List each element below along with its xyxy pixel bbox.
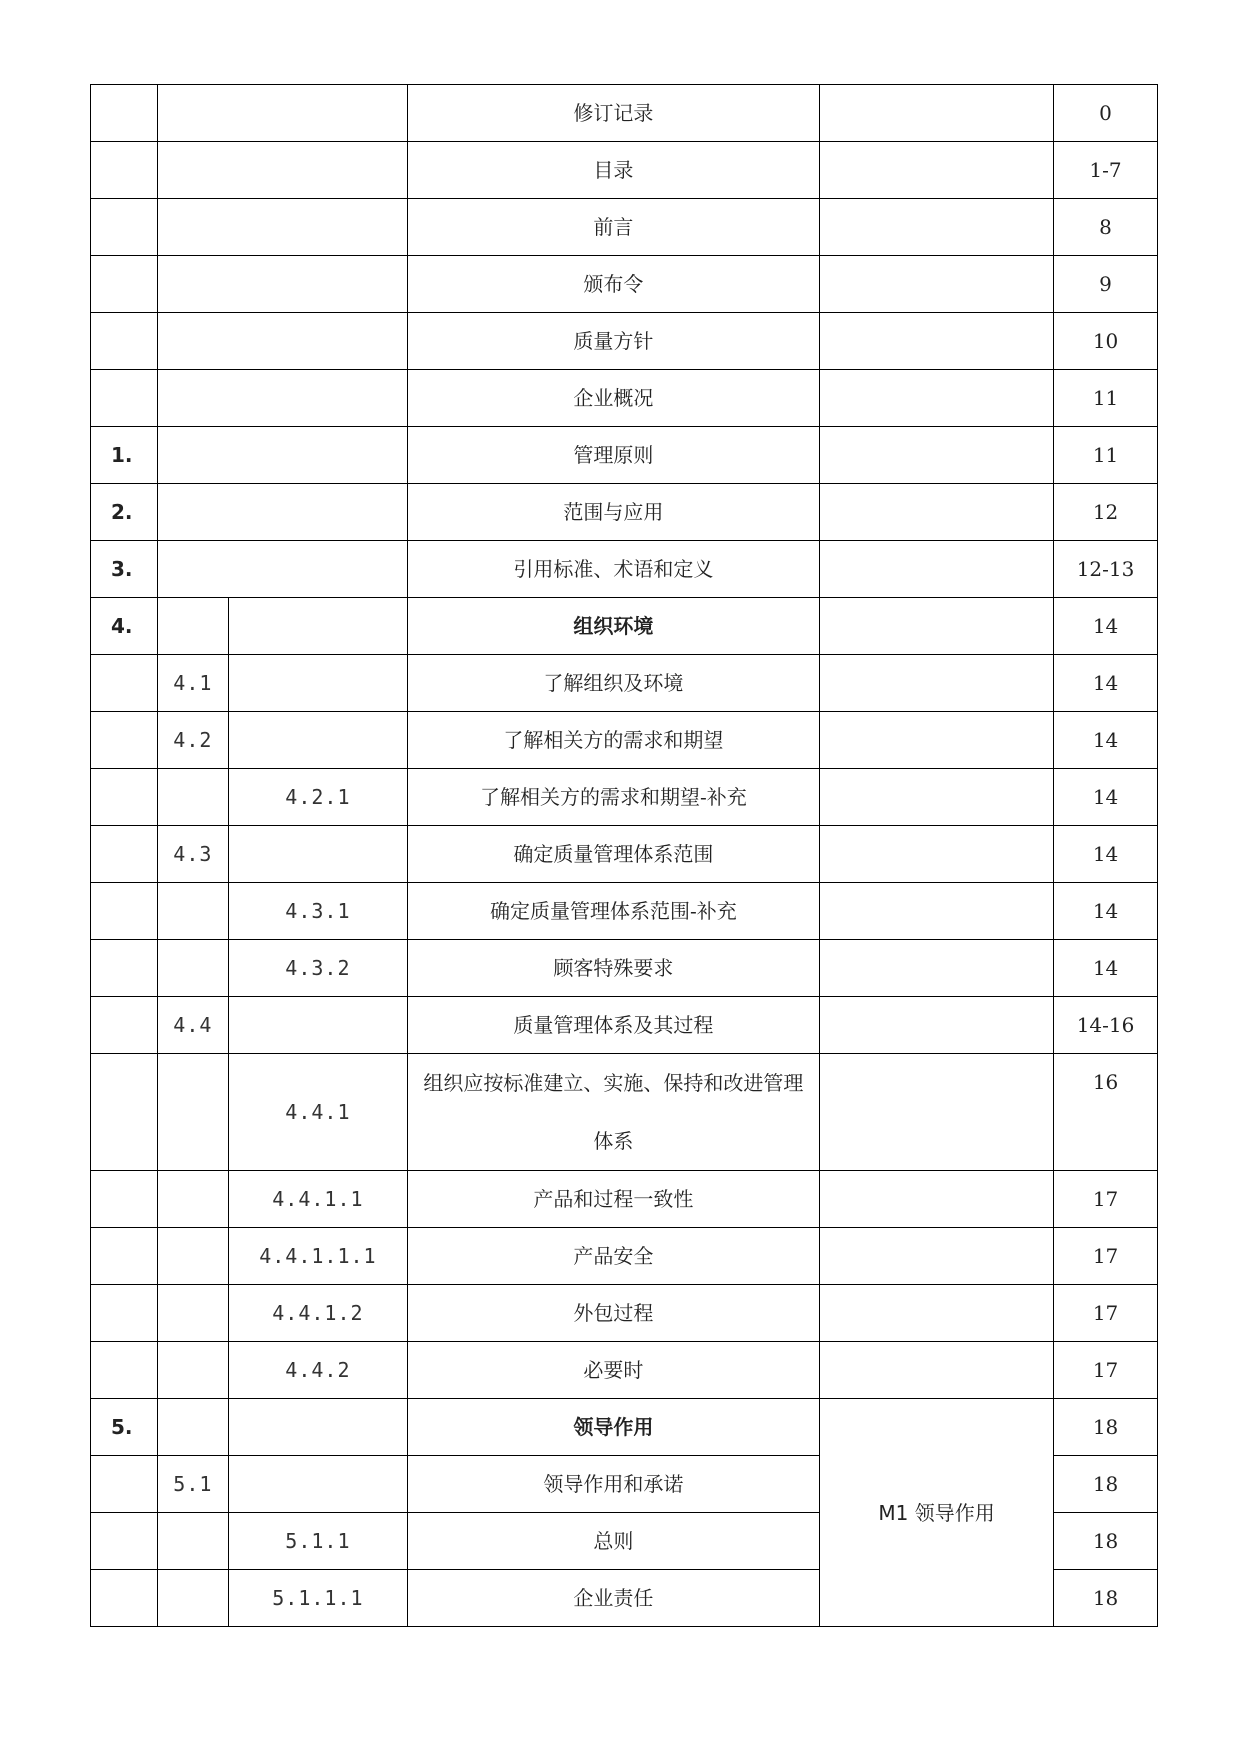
section-number (157, 940, 229, 997)
section-number: 5.1 (157, 1456, 229, 1513)
subsection-number: 4.3.2 (229, 940, 408, 997)
page-number: 11 (1054, 427, 1158, 484)
page-number: 14 (1054, 769, 1158, 826)
reference-cell (820, 1285, 1054, 1342)
subsection-number: 4.4.1.2 (229, 1285, 408, 1342)
section-number (157, 1399, 229, 1456)
table-row (91, 199, 1158, 256)
chapter-number: 2. (91, 484, 158, 541)
page-number: 14 (1054, 598, 1158, 655)
section-number (157, 199, 407, 256)
page-number: 18 (1054, 1513, 1158, 1570)
page-number: 12-13 (1054, 541, 1158, 598)
table-row (91, 256, 1158, 313)
section-number (157, 1285, 229, 1342)
section-number (157, 1171, 229, 1228)
reference-cell (820, 1054, 1054, 1171)
chapter-number (91, 1456, 158, 1513)
chapter-number (91, 1513, 158, 1570)
table-row (91, 940, 1158, 997)
chapter-number (91, 1285, 158, 1342)
entry-title: 管理原则 (407, 427, 819, 484)
section-number (157, 1054, 229, 1171)
entry-title: 引用标准、术语和定义 (407, 541, 819, 598)
table-row (91, 598, 1158, 655)
reference-cell (820, 199, 1054, 256)
page-number: 0 (1054, 85, 1158, 142)
reference-cell (820, 826, 1054, 883)
subsection-number: 4.3.1 (229, 883, 408, 940)
subsection-number: 5.1.1 (229, 1513, 408, 1570)
section-number (157, 85, 407, 142)
entry-title: 领导作用 (407, 1399, 819, 1456)
entry-title: 总则 (407, 1513, 819, 1570)
table-row (91, 427, 1158, 484)
section-number (157, 1342, 229, 1399)
entry-title: 确定质量管理体系范围 (407, 826, 819, 883)
chapter-number (91, 1570, 158, 1627)
page-number: 12 (1054, 484, 1158, 541)
page-number: 17 (1054, 1171, 1158, 1228)
entry-title: 了解相关方的需求和期望 (407, 712, 819, 769)
chapter-number (91, 1342, 158, 1399)
page-number: 9 (1054, 256, 1158, 313)
page-number: 14 (1054, 712, 1158, 769)
reference-cell (820, 1171, 1054, 1228)
chapter-number (91, 370, 158, 427)
section-number (157, 256, 407, 313)
section-number: 4.1 (157, 655, 229, 712)
entry-title: 顾客特殊要求 (407, 940, 819, 997)
reference-group-cell: M1 领导作用 (820, 1399, 1054, 1627)
entry-title: 企业责任 (407, 1570, 819, 1627)
table-row (91, 1285, 1158, 1342)
section-number (157, 427, 407, 484)
reference-cell (820, 1228, 1054, 1285)
reference-cell (820, 313, 1054, 370)
entry-title: 了解组织及环境 (407, 655, 819, 712)
reference-cell (820, 541, 1054, 598)
chapter-number (91, 1228, 158, 1285)
section-number (157, 598, 229, 655)
chapter-number (91, 997, 158, 1054)
table-row (91, 712, 1158, 769)
chapter-number (91, 826, 158, 883)
reference-cell (820, 142, 1054, 199)
entry-title: 了解相关方的需求和期望-补充 (407, 769, 819, 826)
section-number (157, 883, 229, 940)
subsection-number (229, 1399, 408, 1456)
reference-cell (820, 655, 1054, 712)
chapter-number (91, 940, 158, 997)
reference-cell (820, 883, 1054, 940)
chapter-number: 5. (91, 1399, 158, 1456)
reference-cell (820, 256, 1054, 313)
chapter-number (91, 142, 158, 199)
page-number: 17 (1054, 1285, 1158, 1342)
entry-title: 组织环境 (407, 598, 819, 655)
table-row (91, 1171, 1158, 1228)
table-row (91, 1342, 1158, 1399)
page-number: 18 (1054, 1570, 1158, 1627)
entry-title: 颁布令 (407, 256, 819, 313)
chapter-number (91, 256, 158, 313)
section-number: 4.4 (157, 997, 229, 1054)
reference-cell (820, 598, 1054, 655)
table-row (91, 655, 1158, 712)
page-number: 14 (1054, 883, 1158, 940)
subsection-number (229, 598, 408, 655)
table-row (91, 484, 1158, 541)
table-row (91, 883, 1158, 940)
chapter-number (91, 883, 158, 940)
reference-cell (820, 484, 1054, 541)
table-row (91, 541, 1158, 598)
section-number (157, 313, 407, 370)
entry-title: 外包过程 (407, 1285, 819, 1342)
section-number (157, 142, 407, 199)
page-number: 10 (1054, 313, 1158, 370)
subsection-number: 4.4.1.1.1 (229, 1228, 408, 1285)
entry-title: 质量方针 (407, 313, 819, 370)
subsection-number: 4.4.1.1 (229, 1171, 408, 1228)
subsection-number: 4.4.1 (229, 1054, 408, 1171)
entry-title: 企业概况 (407, 370, 819, 427)
section-number (157, 370, 407, 427)
entry-title: 组织应按标准建立、实施、保持和改进管理体系 (407, 1054, 819, 1171)
chapter-number (91, 85, 158, 142)
table-row (91, 142, 1158, 199)
chapter-number (91, 712, 158, 769)
subsection-number (229, 712, 408, 769)
section-number (157, 1228, 229, 1285)
chapter-number (91, 199, 158, 256)
page-number: 17 (1054, 1228, 1158, 1285)
section-number (157, 484, 407, 541)
section-number (157, 769, 229, 826)
reference-cell (820, 712, 1054, 769)
entry-title: 产品和过程一致性 (407, 1171, 819, 1228)
table-row (91, 1054, 1158, 1171)
page-number: 1-7 (1054, 142, 1158, 199)
table-row (91, 1399, 1158, 1456)
page-number: 17 (1054, 1342, 1158, 1399)
table-row (91, 826, 1158, 883)
subsection-number: 5.1.1.1 (229, 1570, 408, 1627)
subsection-number: 4.2.1 (229, 769, 408, 826)
subsection-number (229, 826, 408, 883)
reference-cell (820, 769, 1054, 826)
subsection-number: 4.4.2 (229, 1342, 408, 1399)
reference-cell (820, 997, 1054, 1054)
entry-title: 必要时 (407, 1342, 819, 1399)
chapter-number (91, 1171, 158, 1228)
reference-cell (820, 427, 1054, 484)
entry-title: 确定质量管理体系范围-补充 (407, 883, 819, 940)
table-row (91, 1228, 1158, 1285)
page-number: 14 (1054, 940, 1158, 997)
chapter-number (91, 313, 158, 370)
page-number: 8 (1054, 199, 1158, 256)
page-number: 14-16 (1054, 997, 1158, 1054)
chapter-number: 1. (91, 427, 158, 484)
page-number: 14 (1054, 655, 1158, 712)
page-number: 16 (1054, 1054, 1158, 1171)
entry-title: 领导作用和承诺 (407, 1456, 819, 1513)
chapter-number: 4. (91, 598, 158, 655)
section-number: 4.2 (157, 712, 229, 769)
subsection-number (229, 997, 408, 1054)
section-number (157, 1513, 229, 1570)
subsection-number (229, 655, 408, 712)
entry-title: 范围与应用 (407, 484, 819, 541)
reference-cell (820, 1342, 1054, 1399)
reference-cell (820, 940, 1054, 997)
page-number: 11 (1054, 370, 1158, 427)
section-number (157, 1570, 229, 1627)
entry-title: 前言 (407, 199, 819, 256)
section-number (157, 541, 407, 598)
chapter-number (91, 1054, 158, 1171)
table-row (91, 85, 1158, 142)
chapter-number (91, 769, 158, 826)
table-row (91, 370, 1158, 427)
entry-title: 质量管理体系及其过程 (407, 997, 819, 1054)
entry-title: 修订记录 (407, 85, 819, 142)
reference-cell (820, 370, 1054, 427)
entry-title: 产品安全 (407, 1228, 819, 1285)
subsection-number (229, 1456, 408, 1513)
table-row (91, 769, 1158, 826)
page-number: 18 (1054, 1456, 1158, 1513)
chapter-number (91, 655, 158, 712)
entry-title: 目录 (407, 142, 819, 199)
section-number: 4.3 (157, 826, 229, 883)
table-row (91, 313, 1158, 370)
page-number: 18 (1054, 1399, 1158, 1456)
table-row (91, 997, 1158, 1054)
reference-cell (820, 85, 1054, 142)
chapter-number: 3. (91, 541, 158, 598)
page-number: 14 (1054, 826, 1158, 883)
table-of-contents (90, 84, 1158, 1627)
